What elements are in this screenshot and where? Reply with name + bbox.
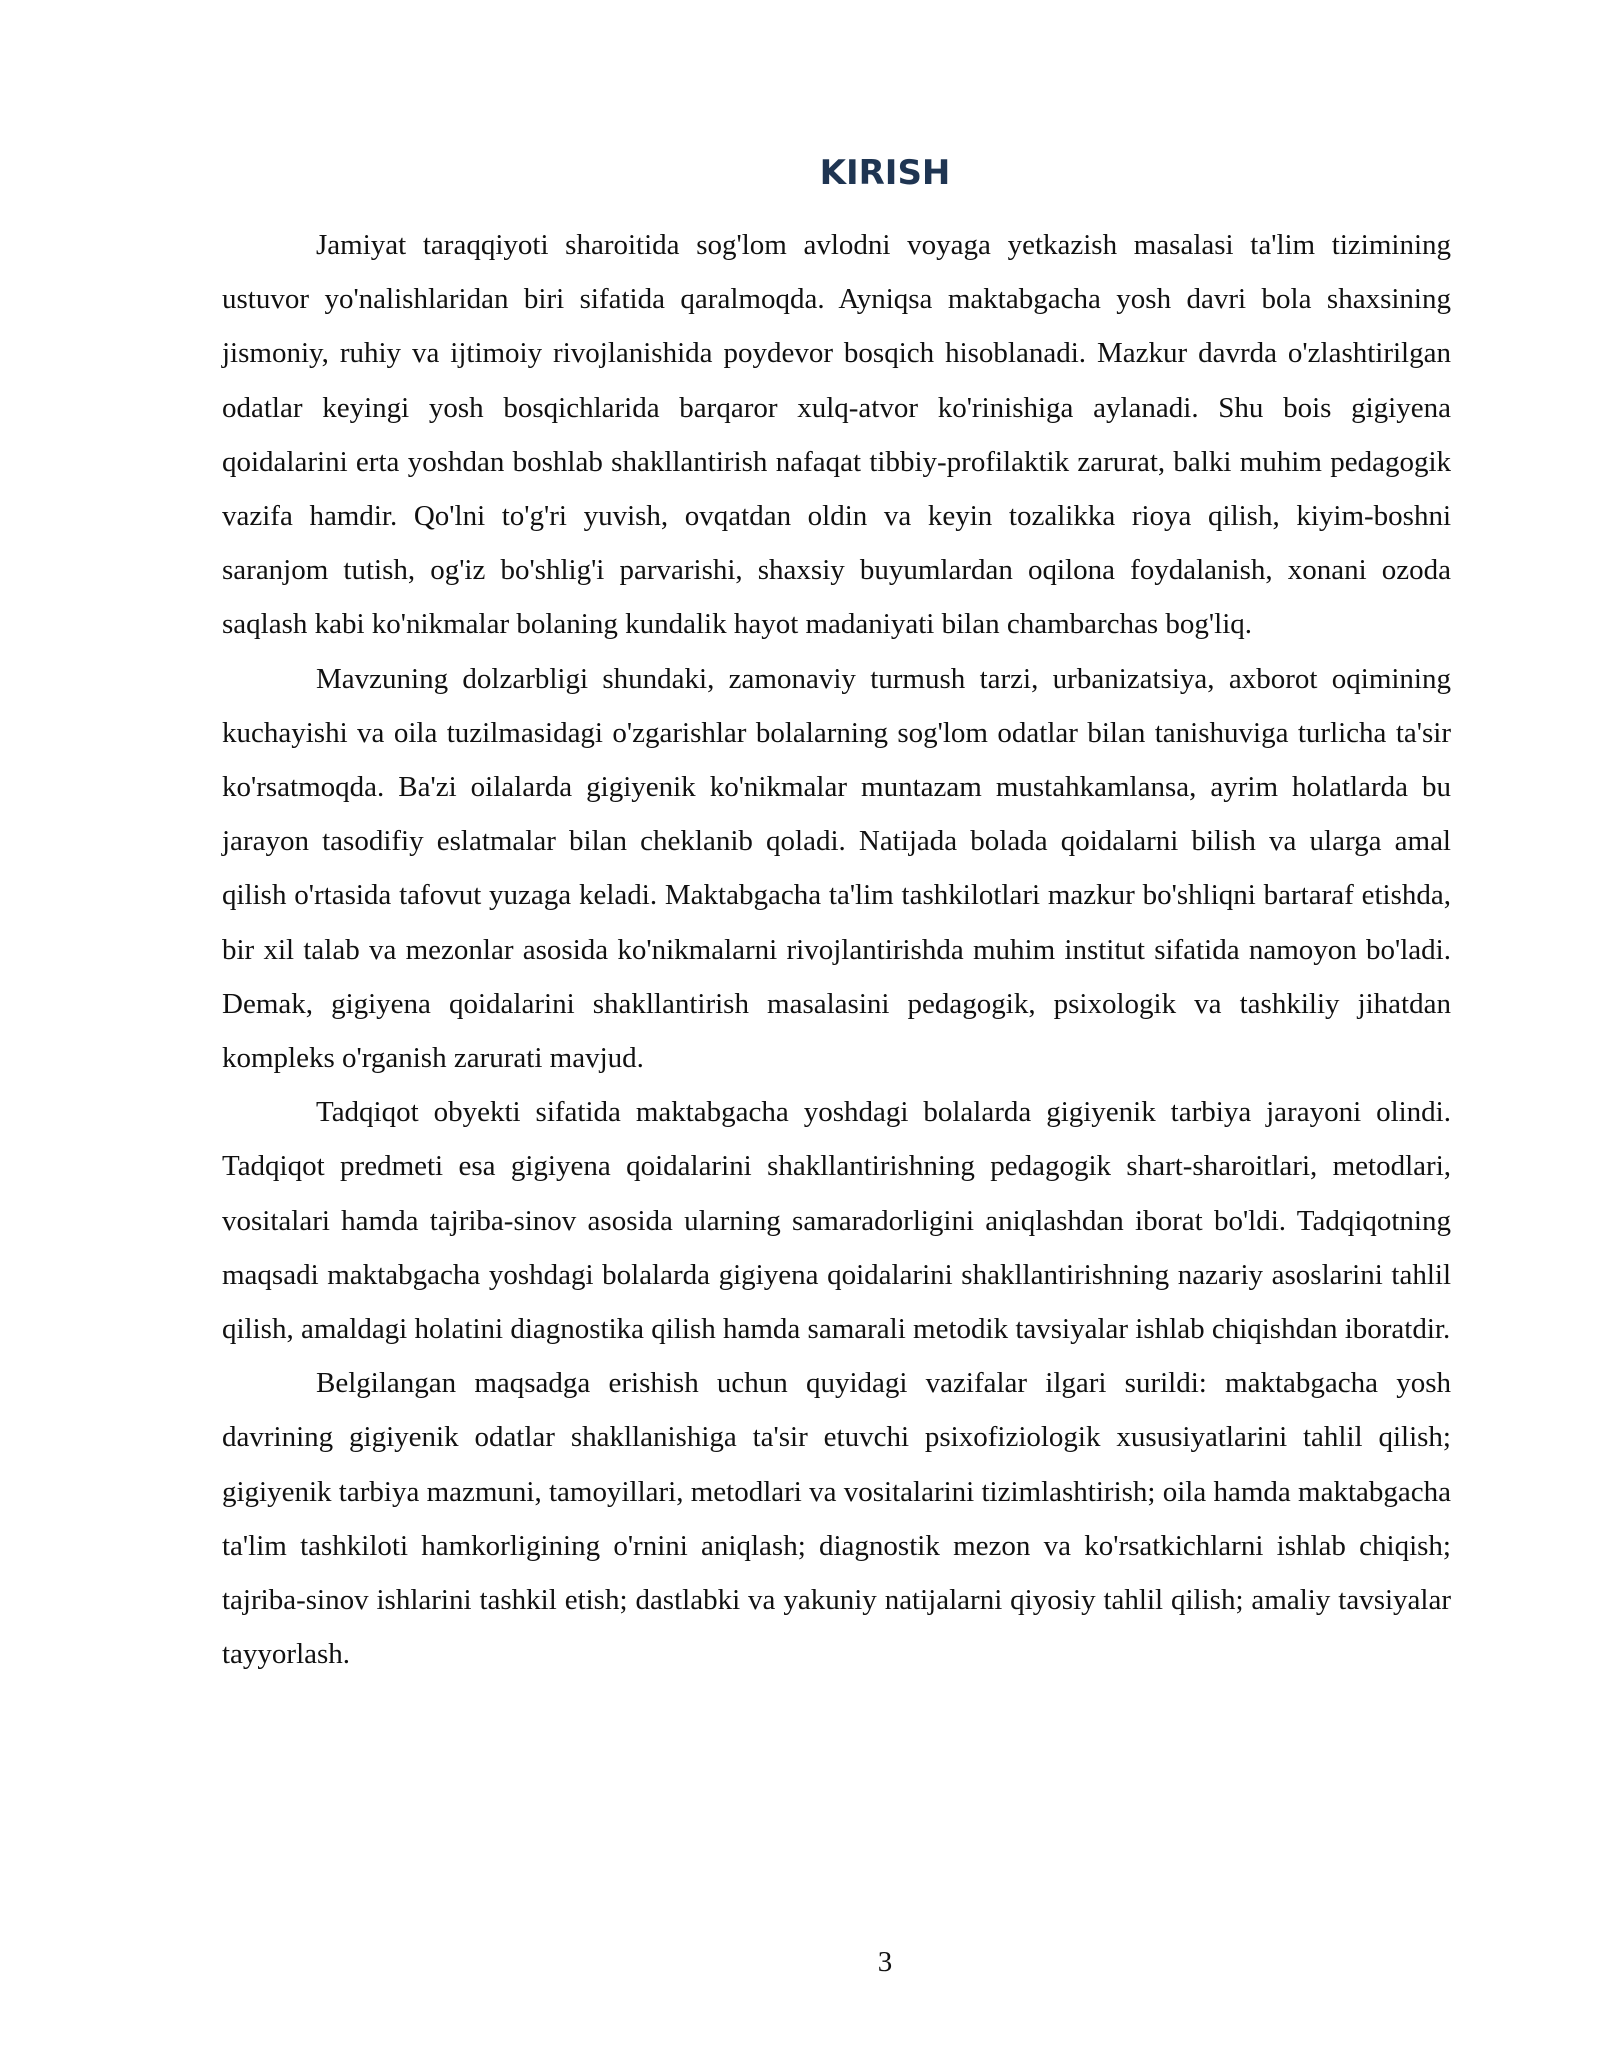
- page-number: 3: [877, 1946, 893, 1978]
- paragraph-2: Mavzuning dolzarbligi shundaki, zamonaviy turmush tarzi, urbanizatsiya, axborot oqimining kuchayishi va oila tuzilmasidagi o'zgarishlar bolalarning sog'lom odatlar bilan tanishuviga turlicha ta'sir ko'rsatmoqda. Ba'zi oilalarda gigiyenik ko'nikmalar muntazam mustahkamlansa, ayrim holatlarda bu jarayon tasodifiy eslatmalar bilan cheklanib qoladi. Natijada bolada qoidalarni bilish va ularga amal qilish o'rtasida tafovut yuzaga keladi. Maktabgacha ta'lim tashkilotlari mazkur bo'shliqni bartaraf etishda, bir xil talab va mezonlar asosida ko'nikmalarni rivojlantirishda muhim institut sifatida namoyon bo'ladi. Demak, gigiyena qoidalarini shakllantirish masalasini pedagogik, psixologik va tashkiliy jihatdan kompleks o'rganish zarurati mavjud.: [222, 662, 1451, 1075]
- body-text: [222, 218, 1451, 1681]
- paragraph-1: Jamiyat taraqqiyoti sharoitida sog'lom avlodni voyaga yetkazish masalasi ta'lim tizimining ustuvor yo'nalishlaridan biri sifatida qaralmoqda. Ayniqsa maktabgacha yosh davri bola shaxsining jismoniy, ruhiy va ijtimoiy rivojlanishida poydevor bosqich hisoblanadi. Mazkur davrda o'zlashtirilgan odatlar keyingi yosh bosqichlarida barqaror xulq-atvor ko'rinishiga aylanadi. Shu bois gigiyena qoidalarini erta yoshdan boshlab shakllantirish nafaqat tibbiy-profilaktik zarurat, balki muhim pedagogik vazifa hamdir. Qo'lni to'g'ri yuvish, ovqatdan oldin va keyin tozalikka rioya qilish, kiyim-boshni saranjom tutish, og'iz bo'shlig'i parvarishi, shaxsiy buyumlardan oqilona foydalanish, xonani ozoda saqlash kabi ko'nikmalar bolaning kundalik hayot madaniyati bilan chambarchas bog'liq.: [222, 229, 1451, 641]
- page-title: KIRISH: [819, 153, 951, 193]
- paragraph-3: Tadqiqot obyekti sifatida maktabgacha yoshdagi bolalarda gigiyenik tarbiya jarayoni olindi. Tadqiqot predmeti esa gigiyena qoidalarini shakllantirishning pedagogik shart-sharoitlari, metodlari, vositalari hamda tajriba-sinov asosida ularning samaradorligini aniqlashdan iborat bo'ldi. Tadqiqotning maqsadi maktabgacha yoshdagi bolalarda gigiyena qoidalarini shakllantirishning nazariy asoslarini tahlil qilish, amaldagi holatini diagnostika qilish hamda samarali metodik tavsiyalar ishlab chiqishdan iboratdir.: [222, 1096, 1451, 1346]
- paragraph-4: Belgilangan maqsadga erishish uchun quyidagi vazifalar ilgari surildi: maktabgacha yosh davrining gigiyenik odatlar shakllanishiga ta'sir etuvchi psixofiziologik xususiyatlarini tahlil qilish; gigiyenik tarbiya mazmuni, tamoyillari, metodlari va vositalarini tizimlashtirish; oila hamda maktabgacha ta'lim tashkiloti hamkorligining o'rnini aniqlash; diagnostik mezon va ko'rsatkichlarni ishlab chiqish; tajriba-sinov ishlarini tashkil etish; dastlabki va yakuniy natijalarni qiyosiy tahlil qilish; amaliy tavsiyalar tayyorlash.: [222, 1367, 1451, 1671]
